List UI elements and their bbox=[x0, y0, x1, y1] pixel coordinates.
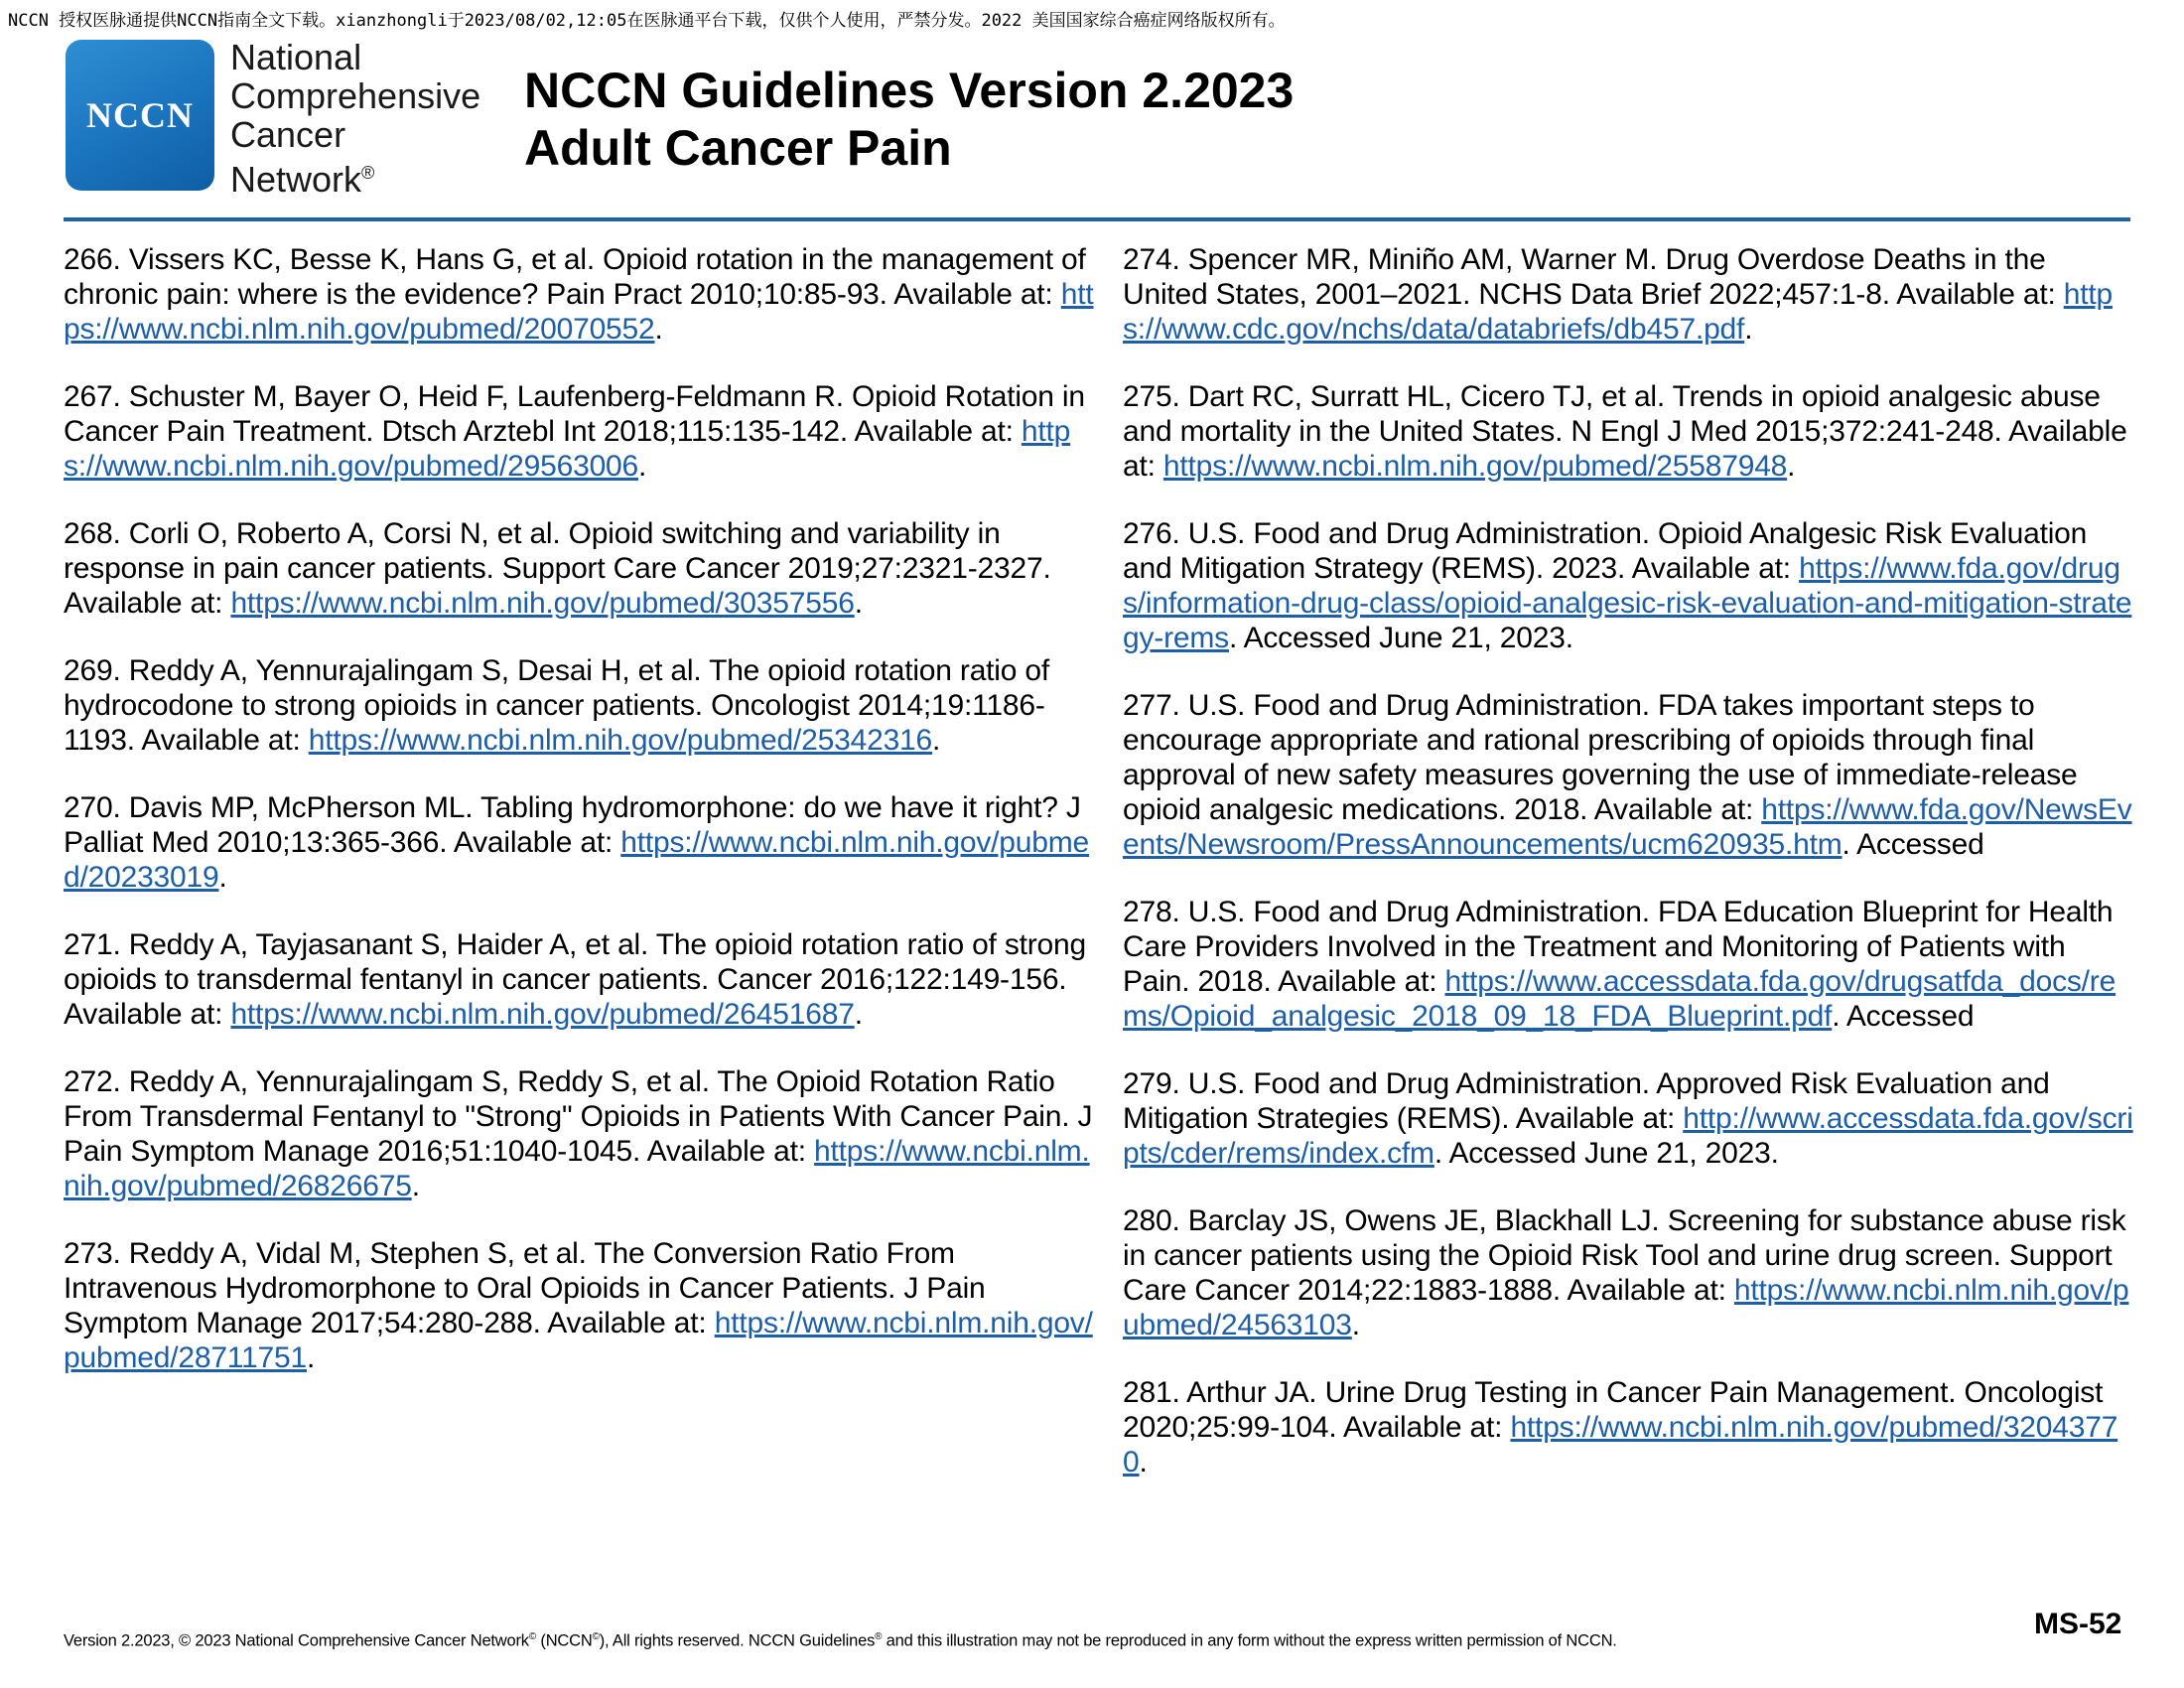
reference-entry bbox=[64, 516, 1096, 621]
reference-entry bbox=[64, 1064, 1096, 1203]
reference-suffix: . bbox=[411, 1170, 420, 1202]
reference-suffix: . bbox=[854, 998, 863, 1031]
reference-text: 278. U.S. Food and Drug Administration. FDA Education Blueprint for Health Care Providers Involved in the Treatment and Monitoring of Patients with Pain. 2018. Available at: bbox=[1123, 896, 2114, 998]
reference-text: 275. Dart RC, Surratt HL, Cicero TJ, et al. Trends in opioid analgesic abuse and mortality in the United States. N Engl J Med 2015;372:241-248. Available at: bbox=[1123, 380, 2127, 483]
reference-suffix: . Accessed June 21, 2023. bbox=[1433, 1137, 1779, 1170]
reference-entry bbox=[1123, 1375, 2135, 1479]
footer-text: Version 2.2023, © 2023 National Comprehensive Cancer Network bbox=[64, 1631, 529, 1650]
footer-text: ), All rights reserved. NCCN Guidelines bbox=[599, 1631, 876, 1650]
reference-link[interactable]: https://www.ncbi.nlm.nih.gov/pubmed/32043770 bbox=[1123, 1411, 2118, 1478]
reference-text: 270. Davis MP, McPherson ML. Tabling hydromorphone: do we have it right? J Palliat Med 2010;13:365-366. Available at: bbox=[64, 791, 1081, 859]
reference-text: 267. Schuster M, Bayer O, Heid F, Laufenberg-Feldmann R. Opioid Rotation in Cancer Pain Treatment. Dtsch Arztebl Int 2018;115:135-142. Available at: bbox=[64, 380, 1085, 448]
reference-text: 280. Barclay JS, Owens JE, Blackhall LJ. Screening for substance abuse risk in cancer patients using the Opioid Risk Tool and urine drug screen. Support Care Cancer 2014;22:1883-1888. Available at: bbox=[1123, 1204, 2126, 1307]
reference-suffix: . bbox=[1787, 450, 1796, 483]
reference-entry bbox=[64, 1236, 1096, 1375]
references-right-column bbox=[1123, 242, 2135, 1512]
reference-entry bbox=[64, 927, 1096, 1032]
footer-text: (NCCN bbox=[536, 1631, 593, 1650]
reference-text: 277. U.S. Food and Drug Administration. FDA takes important steps to encourage appropriate and rational prescribing of opioids through final approval of new safety measures governing the use of immediate-release opioid analgesic medications. 2018. Available at: bbox=[1123, 689, 2078, 826]
org-line: Cancer bbox=[230, 114, 346, 155]
reference-entry bbox=[64, 379, 1096, 484]
org-line: Comprehensive bbox=[230, 75, 481, 116]
reference-suffix: . bbox=[932, 724, 941, 757]
reference-link[interactable]: https://www.accessdata.fda.gov/drugsatfda_docs/rems/Opioid_analgesic_2018_09_18_FDA_Blueprint.pdf bbox=[1123, 965, 2116, 1033]
copyright-footer bbox=[64, 1631, 1617, 1651]
reference-suffix: . bbox=[307, 1341, 316, 1374]
reference-suffix: . bbox=[1351, 1309, 1360, 1341]
reference-link[interactable]: https://www.ncbi.nlm.nih.gov/pubmed/25342316 bbox=[308, 724, 933, 757]
reference-link[interactable]: https://www.ncbi.nlm.nih.gov/pubmed/29563006 bbox=[64, 415, 1071, 483]
reference-entry bbox=[1123, 1203, 2135, 1342]
reference-entry bbox=[1123, 379, 2135, 484]
reference-link[interactable]: https://www.ncbi.nlm.nih.gov/pubmed/28711751 bbox=[64, 1307, 1093, 1374]
document-title bbox=[524, 62, 1294, 177]
reference-text: 276. U.S. Food and Drug Administration. Opioid Analgesic Risk Evaluation and Mitigation Strategy (REMS). 2023. Available at: bbox=[1123, 517, 2088, 585]
reference-text: 273. Reddy A, Vidal M, Stephen S, et al. The Conversion Ratio From Intravenous Hydromorphone to Oral Opioids in Cancer Patients. J Pain Symptom Manage 2017;54:280-288. Available at: bbox=[64, 1237, 986, 1339]
nccn-logo[interactable] bbox=[66, 40, 214, 191]
organization-name bbox=[230, 38, 480, 199]
reference-suffix: . bbox=[638, 450, 647, 483]
reference-text: 269. Reddy A, Yennurajalingam S, Desai H, et al. The opioid rotation ratio of hydrocodone to strong opioids in cancer patients. Oncologist 2014;19:1186-1193. Available at: bbox=[64, 654, 1050, 757]
reference-link[interactable]: https://www.ncbi.nlm.nih.gov/pubmed/26826675 bbox=[64, 1135, 1090, 1202]
footer-mark: © bbox=[528, 1631, 537, 1642]
reference-entry bbox=[1123, 242, 2135, 347]
reference-entry bbox=[64, 653, 1096, 758]
reference-link[interactable]: https://www.ncbi.nlm.nih.gov/pubmed/24563103 bbox=[1123, 1274, 2129, 1341]
reference-suffix: . Accessed bbox=[1842, 828, 1984, 861]
header-divider bbox=[64, 217, 2130, 221]
reference-entry bbox=[1123, 516, 2135, 655]
download-watermark: NCCN 授权医脉通提供NCCN指南全文下载。xianzhongli于2023/08/02,12:05在医脉通平台下载，仅供个人使用，严禁分发。2022 美国国家综合癌症网络版权所有。 bbox=[8, 11, 1286, 31]
reference-link[interactable]: https://www.ncbi.nlm.nih.gov/pubmed/20233019 bbox=[64, 826, 1090, 894]
reference-entry bbox=[1123, 895, 2135, 1034]
reference-text: 281. Arthur JA. Urine Drug Testing in Cancer Pain Management. Oncologist 2020;25:99-104. Available at: bbox=[1123, 1376, 2104, 1444]
reference-suffix: . bbox=[654, 313, 663, 346]
reference-entry bbox=[64, 790, 1096, 895]
footer-mark: © bbox=[592, 1631, 600, 1642]
reference-entry bbox=[1123, 1066, 2135, 1171]
reference-link[interactable]: https://www.fda.gov/drugs/information-drug-class/opioid-analgesic-risk-evaluation-and-mitigation-strategy-rems bbox=[1123, 552, 2132, 654]
org-line: National bbox=[230, 37, 362, 77]
reference-suffix: . Accessed June 21, 2023. bbox=[1228, 622, 1573, 654]
title-line-2: Adult Cancer Pain bbox=[524, 120, 952, 176]
reference-entry bbox=[64, 242, 1096, 347]
reference-suffix: . bbox=[1139, 1446, 1148, 1478]
references-left-column bbox=[64, 242, 1096, 1408]
reference-link[interactable]: https://www.cdc.gov/nchs/data/databriefs/db457.pdf bbox=[1123, 278, 2113, 346]
footer-mark: ® bbox=[875, 1631, 883, 1642]
reference-text: 279. U.S. Food and Drug Administration. Approved Risk Evaluation and Mitigation Strategies (REMS). Available at: bbox=[1123, 1067, 2050, 1135]
reference-suffix: . bbox=[854, 587, 863, 620]
reference-suffix: . bbox=[1744, 313, 1753, 346]
logo-text: NCCN bbox=[86, 95, 194, 135]
reference-entry bbox=[1123, 688, 2135, 862]
reference-link[interactable]: https://www.ncbi.nlm.nih.gov/pubmed/25587948 bbox=[1162, 450, 1788, 483]
reference-link[interactable]: http://www.accessdata.fda.gov/scripts/cder/rems/index.cfm bbox=[1123, 1102, 2133, 1170]
org-line bbox=[230, 154, 480, 199]
reference-link[interactable]: https://www.ncbi.nlm.nih.gov/pubmed/26451687 bbox=[230, 998, 855, 1031]
reference-text: 274. Spencer MR, Miniño AM, Warner M. Drug Overdose Deaths in the United States, 2001–2021. NCHS Data Brief 2022;457:1-8. Available at: bbox=[1123, 243, 2056, 311]
reference-text: 266. Vissers KC, Besse K, Hans G, et al. Opioid rotation in the management of chronic pain: where is the evidence? Pain Pract 2010;10:85-93. Available at: bbox=[64, 243, 1086, 311]
reference-link[interactable]: https://www.ncbi.nlm.nih.gov/pubmed/20070552 bbox=[64, 278, 1094, 346]
reference-text: 272. Reddy A, Yennurajalingam S, Reddy S, et al. The Opioid Rotation Ratio From Transdermal Fentanyl to "Strong" Opioids in Patients With Cancer Pain. J Pain Symptom Manage 2016;51:1040-1045. Available at: bbox=[64, 1065, 1093, 1168]
reference-link[interactable]: https://www.fda.gov/NewsEvents/Newsroom/PressAnnouncements/ucm620935.htm bbox=[1123, 793, 2132, 861]
footer-text: and this illustration may not be reproduced in any form without the express written permission of NCCN. bbox=[882, 1631, 1617, 1650]
page-number: MS-52 bbox=[2034, 1608, 2122, 1640]
reference-link[interactable]: https://www.ncbi.nlm.nih.gov/pubmed/30357556 bbox=[230, 587, 855, 620]
registered-mark: ® bbox=[361, 163, 375, 183]
reference-suffix: . bbox=[218, 861, 227, 894]
reference-suffix: . Accessed bbox=[1832, 1000, 1975, 1033]
reference-text: 268. Corli O, Roberto A, Corsi N, et al. Opioid switching and variability in response in pain cancer patients. Support Care Cancer 2019;27:2321-2327. Available at: bbox=[64, 517, 1051, 620]
title-line-1: NCCN Guidelines Version 2.2023 bbox=[524, 63, 1295, 118]
org-line-text: Network bbox=[230, 159, 362, 200]
reference-text: 271. Reddy A, Tayjasanant S, Haider A, et al. The opioid rotation ratio of strong opioids to transdermal fentanyl in cancer patients. Cancer 2016;122:149-156. Available at: bbox=[64, 928, 1087, 1031]
